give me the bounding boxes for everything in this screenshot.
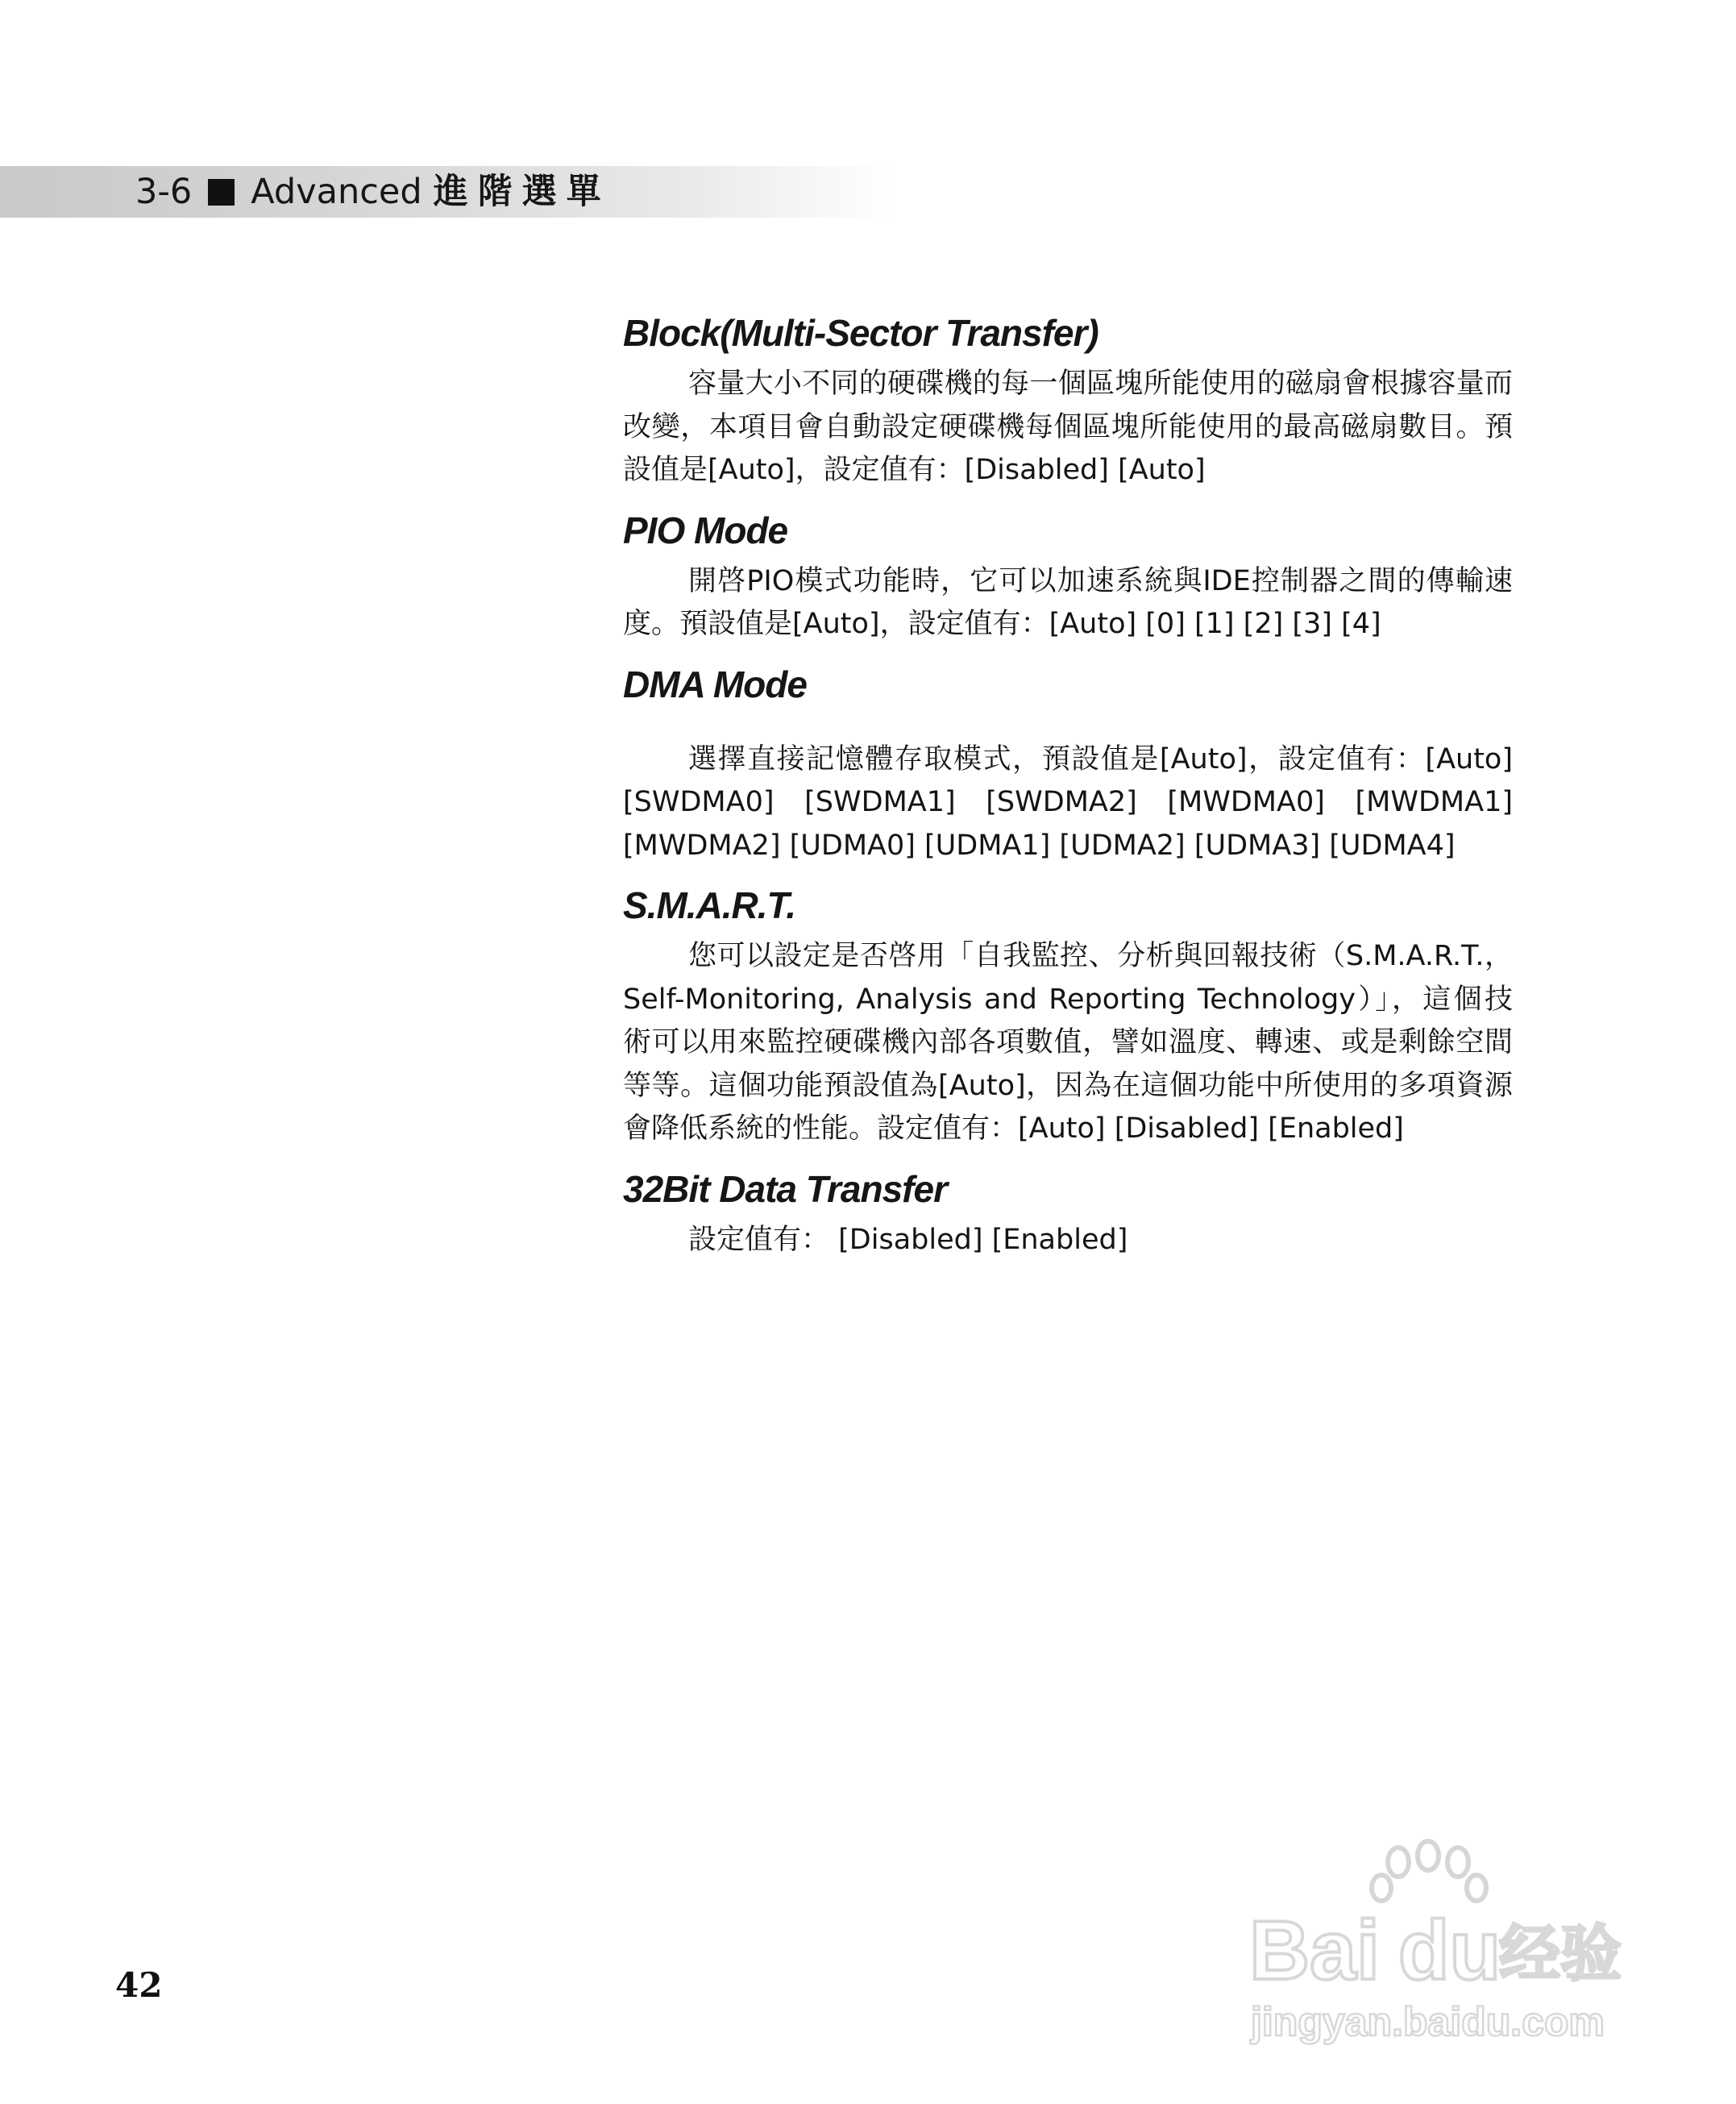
section-title: Block(Multi-Sector Transfer) (623, 312, 1098, 354)
black-square-icon (208, 179, 235, 206)
section-title: S.M.A.R.T. (623, 884, 796, 926)
header-title-en: Advanced (251, 172, 422, 212)
section-title: 32Bit Data Transfer (623, 1167, 947, 1210)
main-content (623, 306, 1513, 1273)
baidu-jingyan-watermark (1233, 1838, 1636, 2056)
watermark-brand-cjk: 经验 (1499, 1918, 1622, 1990)
section-dma-mode (623, 658, 1513, 868)
section-number: 3-6 (135, 172, 193, 212)
section-smart (623, 879, 1513, 1151)
watermark-url: jingyan.baidu.com (1251, 1999, 1605, 2044)
header-title-zh: 進階選單 (433, 172, 611, 212)
section-body: 開啓PIO模式功能時，它可以加速系統與IDE控制器之間的傳輸速度。預設值是[Auto]，設定值有：[Auto] [0] [1] [2] [3] [4] (623, 564, 1513, 640)
section-block-transfer (623, 306, 1513, 493)
watermark-brand-du: du (1398, 1904, 1501, 1998)
section-title: PIO Mode (623, 509, 788, 551)
section-title: DMA Mode (623, 663, 807, 705)
section-body: 選擇直接記憶體存取模式，預設值是[Auto]，設定值有：[Auto] [SWDMA0] [SWDMA1] [SWDMA2] [MWDMA0] [MWDMA1] [MWDMA2] [UDMA0] [UDMA1] [UDMA2] [UDMA3] [UDMA4] (623, 742, 1513, 862)
section-pio-mode (623, 504, 1513, 647)
section-body: 您可以設定是否啓用「自我監控、分析與回報技術（S.M.A.R.T.，Self-Monitoring, Analysis and Reporting Technology）」，這個技術可以用來監控硬碟機內部各項數值，譬如溫度、轉速、或是剩餘空間等等。這個功能預設值為[Auto]，因為在這個功能中所使用的多項資源會降低系統的性能。設定值有：[Auto] [Disabled] [Enabled] (623, 940, 1513, 1145)
watermark-brand-bai: Bai (1249, 1904, 1380, 1998)
chapter-header (135, 166, 611, 218)
section-body: 容量大小不同的硬碟機的每一個區塊所能使用的磁扇會根據容量而改變，本項目會自動設定硬碟機每個區塊所能使用的最高磁扇數目。預設值是[Auto]，設定值有：[Disabled] [Auto] (623, 368, 1513, 486)
section-32bit-transfer (623, 1162, 1513, 1262)
paw-icon (1372, 1841, 1486, 1901)
section-body: 設定值有： [Disabled] [Enabled] (688, 1223, 1128, 1256)
page-number: 42 (115, 1965, 163, 2005)
